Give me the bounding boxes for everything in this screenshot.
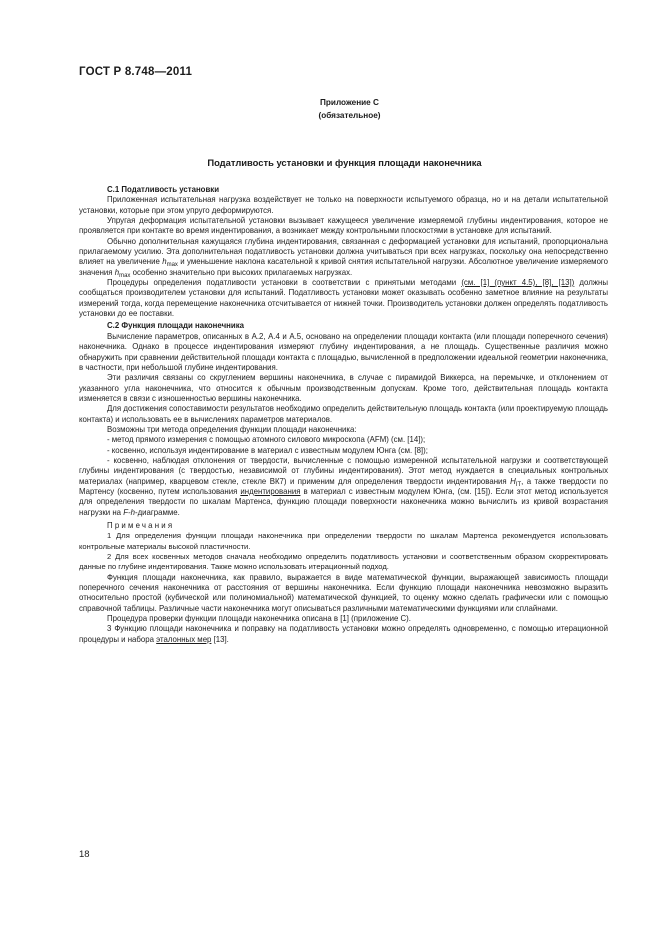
page-number: 18 (79, 849, 90, 860)
appendix-label: Приложение С (320, 98, 379, 107)
reference-measures-link[interactable]: эталонных мер (156, 634, 212, 644)
appendix-block (0, 96, 661, 122)
note-item: 1 Для определения функции площади наконечника при определении твердости по шкалам Мартенса рекомендуется использовать контрольные материалы высокой пластичности. (79, 531, 608, 551)
list-item: - косвенно, наблюдая отклонения от твердости, вычисленные с помощью измеренной испытательной нагрузки и соответствующей глубины индентирования (с твердостью, независимой от глубины индентирования). Этот метод нуждается в специальных контрольных материалах (например, кварцевом стекле, стекле ВК7) и применим для определения твердости индентирования $H_{IT}$, а также твердости по Мартенсу (косвенно, путем использования индентирования в материал с известным модулем Юнга, (см. [15]). Если этот метод используется для определения твердости по шкалам Мартенса, функцию площади поверхности наконечника можно вычислить из кривой возрастания нагрузки на F-h-диаграмме. (79, 455, 608, 517)
indentation-link[interactable]: индентирования (240, 486, 301, 496)
section-heading-c2: С.2 Функция площади наконечника (107, 321, 244, 331)
paragraph: 3 Функцию площади наконечника и поправку на податливость установки можно определять одновременно, с помощью итерационной процедуры и набора эталонных мер [13]. (79, 624, 608, 644)
paragraph: Функция площади наконечника, как правило, выражается в виде математической функции, выражающей зависимость площади поперечного сечения наконечника от расстояния от вершины наконечника. Если функцию площади наконечника невозможно выразить относительно простой (кубической или полиномиальной) математической функцией, то оценку можно сделать графически или с помощью справочной таблицы. Различные части наконечника могут описываться различными математическими функциями или сплайнами. (79, 572, 608, 613)
paragraph: Вычисление параметров, описанных в А.2, А.4 и А.5, основано на определении площади контакта (или площади поперечного сечения) наконечника. Однако в процессе индентирования измеряют глубину индентирования, а не площадь. Существенные различия можно обнаружить при сравнении действительной площади контакта с площадью, вычисленной в предположении идеальной геометрии наконечника, в частности, при небольшой глубине индентирования. (79, 331, 608, 372)
paragraph: Упругая деформация испытательной установки вызывает кажущееся увеличение измеряемой глубины индентирования, которое не проявляется при контакте во время индентирования, а возникает между контрольными плоскостями в установке для испытаний. (79, 216, 608, 236)
notes-heading: Примечания (107, 521, 175, 530)
reference-link[interactable]: (см. [1] (пункт 4.5), [8], [13]) (461, 278, 575, 288)
section-heading-c1: С.1 Податливость установки (107, 185, 220, 194)
body-text (79, 184, 608, 645)
note-item: 2 Для всех косвенных методов сначала необходимо определить податливость установки и соответственным образом скорректировать данные по глубине индентирования. Также можно использовать итерационный подход. (79, 552, 608, 572)
appendix-title: Податливость установки и функция площади наконечника (207, 157, 482, 168)
paragraph: Обычно дополнительная кажущаяся глубина индентирования, связанная с деформацией установки для испытаний, пропорциональна прилагаемому усилию. Эта дополнительная податливость установки должна учитываться при всех нагрузках, поскольку она непосредственно влияет на увеличение $h_{max}$ и уменьшение наклона касательной к кривой снятия испытательной нагрузки. Абсолютное увеличение измеряемого значения $h_{max}$ особенно значительно при высоких прилагаемых нагрузках. (79, 236, 608, 279)
document-code: ГОСТ Р 8.748—2011 (79, 66, 193, 78)
paragraph: Эти различия связаны со скруглением вершины наконечника, в случае с пирамидой Виккерса, на перемычке, и отклонением от указанного угла наконечника, что относится к обычным производственным допускам. Кроме того, действительная площадь контакта изменяется в связи с изношенностью вершины наконечника. (79, 373, 608, 403)
list-item: - метод прямого измерения с помощью атомного силового микроскопа (AFM) (см. [14]); (107, 435, 426, 445)
paragraph: Процедура проверки функции площади наконечника описана в [1] (приложение С). (107, 614, 411, 624)
paragraph: Приложенная испытательная нагрузка воздействует не только на поверхности испытуемого образца, но и на детали испытательной установки, которые при этом упруго деформируются. (79, 195, 608, 215)
paragraph: Процедуры определения податливости установки в соответствии с принятыми методами (см. [1] (пункт 4.5), [8], [13]) должны сообщаться производителем установки для испытаний. Податливость установки может оказывать особенно заметное влияние на результаты измерений тогда, когда перемещение наконечника отсчитывается от нижней точки. Производитель установки должен определять податливость установки до ее поставки. (79, 278, 608, 319)
paragraph: Возможны три метода определения функции площади наконечника: (107, 424, 357, 434)
list-item: - косвенно, используя индентирование в материал с известным модулем Юнга (см. [8]); (107, 445, 428, 455)
paragraph: Для достижения сопоставимости результатов необходимо определить действительную площадь контакта (или проектируемую площадь контакта) и использовать ее в вычислениях параметров материалов. (79, 404, 608, 424)
appendix-status: (обязательное) (318, 111, 381, 120)
